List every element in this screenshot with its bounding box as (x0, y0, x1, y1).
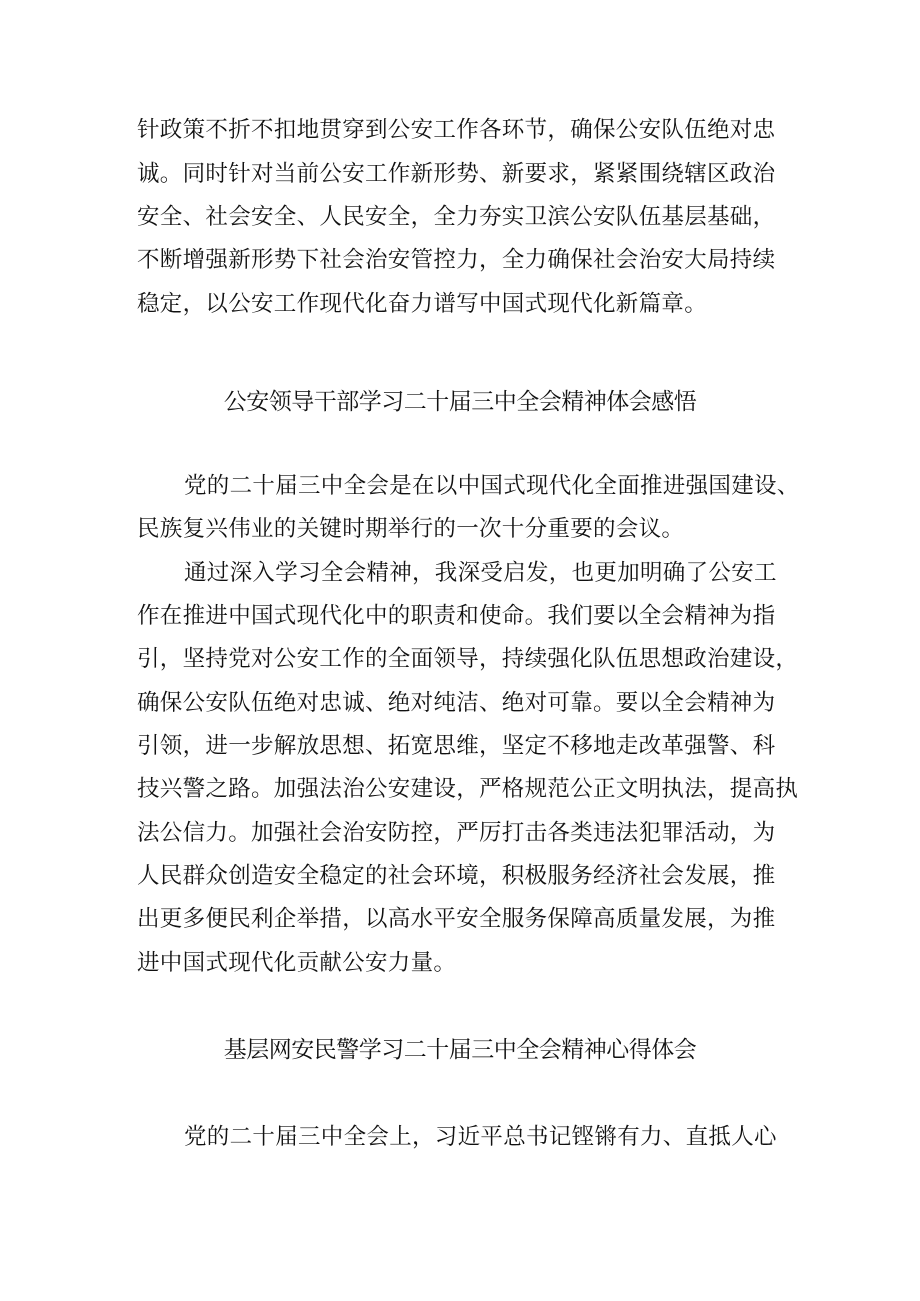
paragraph-line: 党的二十届三中全会是在以中国式现代化全面推进强国建设、 (184, 473, 800, 499)
section-heading: 公安领导干部学习二十届三中全会精神体会感悟 (223, 389, 697, 415)
paragraph-line: 针政策不折不扣地贯穿到公安工作各环节，确保公安队伍绝对忠 (137, 117, 776, 143)
paragraph-line: 进中国式现代化贡献公安力量。 (137, 950, 457, 976)
section-heading: 基层网安民警学习二十届三中全会精神心得体会 (223, 1037, 697, 1063)
paragraph-line: 党的二十届三中全会上，习近平总书记铿锵有力、直抵人心 (184, 1124, 777, 1150)
paragraph-line: 法公信力。加强社会治安防控，严厉打击各类违法犯罪活动，为 (137, 820, 776, 846)
paragraph-line: 确保公安队伍绝对忠诚、绝对纯洁、绝对可靠。要以全会精神为 (137, 690, 776, 716)
paragraph-line: 人民群众创造安全稳定的社会环境，积极服务经济社会发展，推 (137, 863, 776, 889)
paragraph-line: 引，坚持党对公安工作的全面领导，持续强化队伍思想政治建设， (137, 646, 799, 672)
paragraph-line: 稳定，以公安工作现代化奋力谱写中国式现代化新篇章。 (137, 291, 708, 317)
paragraph-line: 技兴警之路。加强法治公安建设，严格规范公正文明执法，提高执 (137, 776, 799, 802)
paragraph-line: 引领，进一步解放思想、拓宽思维，坚定不移地走改革强警、科 (137, 733, 776, 759)
paragraph-line: 出更多便民利企举措，以高水平安全服务保障高质量发展，为推 (137, 906, 776, 932)
paragraph-line: 诚。同时针对当前公安工作新形势、新要求，紧紧围绕辖区政治 (137, 161, 776, 187)
paragraph-line: 通过深入学习全会精神，我深受启发，也更加明确了公安工 (184, 560, 777, 586)
paragraph-line: 安全、社会安全、人民安全，全力夯实卫滨公安队伍基层基础， (137, 204, 776, 230)
paragraph-line: 民族复兴伟业的关键时期举行的一次十分重要的会议。 (137, 516, 685, 542)
paragraph-line: 作在推进中国式现代化中的职责和使命。我们要以全会精神为指 (137, 603, 776, 629)
paragraph-line: 不断增强新形势下社会治安管控力，全力确保社会治安大局持续 (137, 247, 776, 273)
